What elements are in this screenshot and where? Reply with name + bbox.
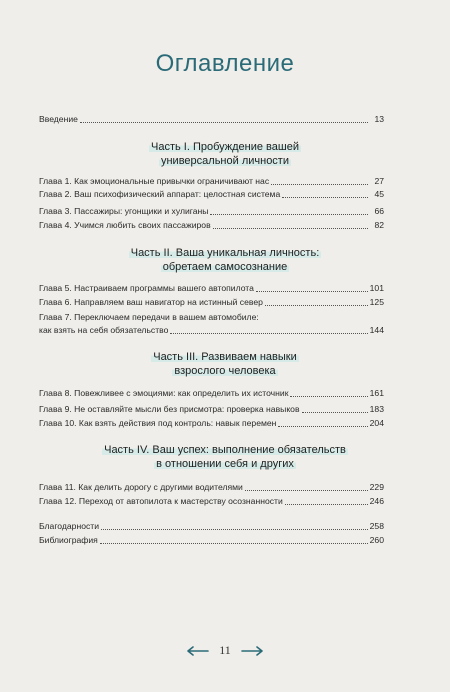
- toc-entry-chapter[interactable]: [39, 297, 384, 308]
- toc-entry-page: 66: [374, 206, 384, 216]
- dot-leader: [290, 389, 367, 397]
- part-heading-line: Часть II. Ваша уникальная личность:: [130, 247, 320, 259]
- toc-entry-page: 246: [369, 496, 384, 506]
- toc-entry-label: Глава 12. Переход от автопилота к мастерству осознанности: [39, 496, 283, 506]
- dot-leader: [278, 419, 367, 427]
- part-heading-3: [40, 350, 410, 378]
- toc-entry-label: Глава 6. Направляем ваш навигатор на истинный север: [39, 297, 263, 307]
- toc-entry-acknowledgements[interactable]: [39, 521, 384, 532]
- toc-entry-page: 260: [369, 535, 384, 545]
- toc-entry-label: Благодарности: [39, 521, 100, 531]
- toc-entry-chapter[interactable]: [39, 283, 384, 294]
- dot-leader: [256, 284, 368, 292]
- part-heading-line: в отношении себя и других: [156, 458, 294, 470]
- dot-leader: [245, 483, 368, 491]
- toc-entry-label: Глава 2. Ваш психофизический аппарат: целостная система: [39, 189, 281, 199]
- dot-leader: [210, 207, 368, 215]
- dot-leader: [271, 177, 368, 185]
- toc-entry-intro[interactable]: [39, 114, 384, 125]
- toc-entry-page: 45: [374, 189, 384, 199]
- toc-entry-page: 82: [374, 220, 384, 230]
- toc-entry-page: 229: [369, 482, 384, 492]
- dot-leader: [101, 522, 368, 530]
- toc-entry-label: Введение: [39, 114, 78, 124]
- part-heading-line: взрослого человека: [174, 365, 276, 377]
- dot-leader: [265, 298, 368, 306]
- toc-entry-label: Глава 9. Не оставляйте мысли без присмотра: проверка навыков: [39, 404, 300, 414]
- toc-entry-bibliography[interactable]: [39, 535, 384, 546]
- arrow-right-icon: [241, 646, 265, 656]
- toc-entry-label: Глава 3. Пассажиры: угонщики и хулиганы: [39, 206, 209, 216]
- toc-entry-chapter-line1[interactable]: [39, 312, 384, 323]
- toc-entry-chapter[interactable]: [39, 388, 384, 399]
- dot-leader: [100, 536, 368, 544]
- toc-entry-chapter[interactable]: [39, 206, 384, 217]
- part-heading-line: Часть I. Пробуждение вашей: [151, 141, 299, 153]
- toc-entry-label: Глава 11. Как делить дорогу с другими водителями: [39, 482, 243, 492]
- toc-entry-chapter[interactable]: [39, 482, 384, 493]
- toc-entry-page: 161: [369, 388, 384, 398]
- toc-entry-page: 101: [369, 283, 384, 293]
- toc-entry-label: Глава 8. Повежливее с эмоциями: как определить их источник: [39, 388, 289, 398]
- toc-entry-page: 183: [369, 404, 384, 414]
- dot-leader: [213, 221, 368, 229]
- dot-leader: [170, 326, 367, 334]
- dot-leader: [302, 405, 368, 413]
- part-heading-line: обретаем самосознание: [162, 261, 288, 273]
- part-heading-4: [40, 443, 410, 471]
- toc-entry-label: Глава 7. Переключаем передачи в вашем автомобиле:: [39, 312, 259, 322]
- toc-entry-label: Глава 1. Как эмоциональные привычки ограничивают нас: [39, 176, 270, 186]
- toc-entry-label: Глава 4. Учимся любить своих пассажиров: [39, 220, 211, 230]
- part-heading-line: Часть IV. Ваш успех: выполнение обязательств: [104, 444, 346, 456]
- toc-entry-label: Глава 5. Настраиваем программы вашего автопилота: [39, 283, 254, 293]
- toc-entry-label: Глава 10. Как взять действия под контроль: навык перемен: [39, 418, 277, 428]
- toc-entry-chapter[interactable]: [39, 496, 384, 507]
- toc-entry-chapter[interactable]: [39, 220, 384, 231]
- dot-leader: [282, 190, 368, 198]
- arrow-left-icon: [185, 646, 209, 656]
- toc-entry-page: 258: [369, 521, 384, 531]
- toc-entry-chapter[interactable]: [39, 418, 384, 429]
- page-title: Оглавление: [155, 50, 295, 77]
- toc-entry-page: 144: [369, 325, 384, 335]
- dot-leader: [80, 115, 368, 123]
- toc-entry-chapter[interactable]: [39, 404, 384, 415]
- page-footer: [0, 643, 450, 658]
- toc-entry-page: 204: [369, 418, 384, 428]
- toc-entry-page: 27: [374, 176, 384, 186]
- part-heading-2: [40, 246, 410, 274]
- part-heading-1: [40, 140, 410, 168]
- toc-entry-label: Библиография: [39, 535, 98, 545]
- part-heading-line: Часть III. Развиваем навыки: [153, 351, 297, 363]
- part-heading-line: универсальной личности: [160, 155, 289, 167]
- toc-entry-chapter[interactable]: [39, 189, 384, 200]
- page-number: 11: [219, 643, 231, 657]
- toc-entry-label-continued: как взять на себя обязательство: [39, 325, 169, 335]
- toc-entry-page: 125: [369, 297, 384, 307]
- toc-entry-chapter-line2[interactable]: [39, 325, 384, 336]
- toc-entry-chapter[interactable]: [39, 176, 384, 187]
- dot-leader: [285, 497, 368, 505]
- toc-entry-page: 13: [374, 114, 384, 124]
